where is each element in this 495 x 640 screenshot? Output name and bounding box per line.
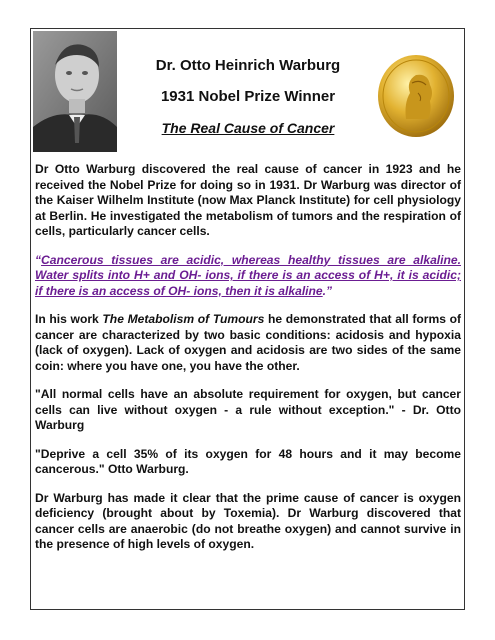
deprive-quote-paragraph: "Deprive a cell 35% of its oxygen for 48 hours and it may become cancerous." Otto Warburg. [35,446,461,476]
medal-icon [376,53,456,139]
metabolism-paragraph [35,312,461,374]
prize-heading: 1931 Nobel Prize Winner [160,88,336,105]
page-frame [30,28,465,610]
quote-text: Cancerous tissues are acidic, whereas healthy tissues are alkaline. Water splits into H+ and OH- ions, if there is an access of H+, it is acidic; if there is an access of OH- ions, then it is alkaline [35,252,461,298]
title-block [123,57,373,137]
quote-paragraph [35,253,461,300]
oxygen-quote-paragraph: "All normal cells have an absolute requirement for oxygen, but cancer cells can live without oxygen - a rule without exception." - Dr. Otto Warburg [35,387,461,432]
quote-close-mark: .” [322,283,333,298]
book-title: The Metabolism of Tumours [102,312,265,326]
conclusion-paragraph: Dr Warburg has made it clear that the prime cause of cancer is oxygen deficiency (brought about by Toxemia). Dr Warburg discovered that cancer cells are anaerobic (do not breathe oxygen) and cannot survive in the presence of high levels of oxygen. [35,490,461,551]
metabolism-rest: he demonstrated that all forms of cancer are characterized by two basic conditions: acidosis and hypoxia (lack of oxygen). Lack of oxygen and acidosis are two sides of the same coin: where you have one, you have the other. [35,312,462,373]
metabolism-lead: In his work [35,312,103,326]
portrait-photo [33,31,117,152]
nobel-medal-image [376,53,456,139]
name-heading: Dr. Otto Heinrich Warburg [155,57,341,74]
article-body [35,162,461,553]
header [31,29,464,154]
intro-paragraph: Dr Otto Warburg discovered the real cause of cancer in 1923 and he received the Nobel Prize for doing so in 1931. Dr Warburg was director of the Kaiser Wilhelm Institute (now Max Planck Institute) for cell physiology at Berlin. He investigated the metabolism of tumors and the respiration of cells, particularly cancer cells. [35,162,461,238]
subtitle-heading: The Real Cause of Cancer [161,120,335,136]
quote-open-mark: “ [35,252,42,267]
portrait-image [33,31,117,152]
